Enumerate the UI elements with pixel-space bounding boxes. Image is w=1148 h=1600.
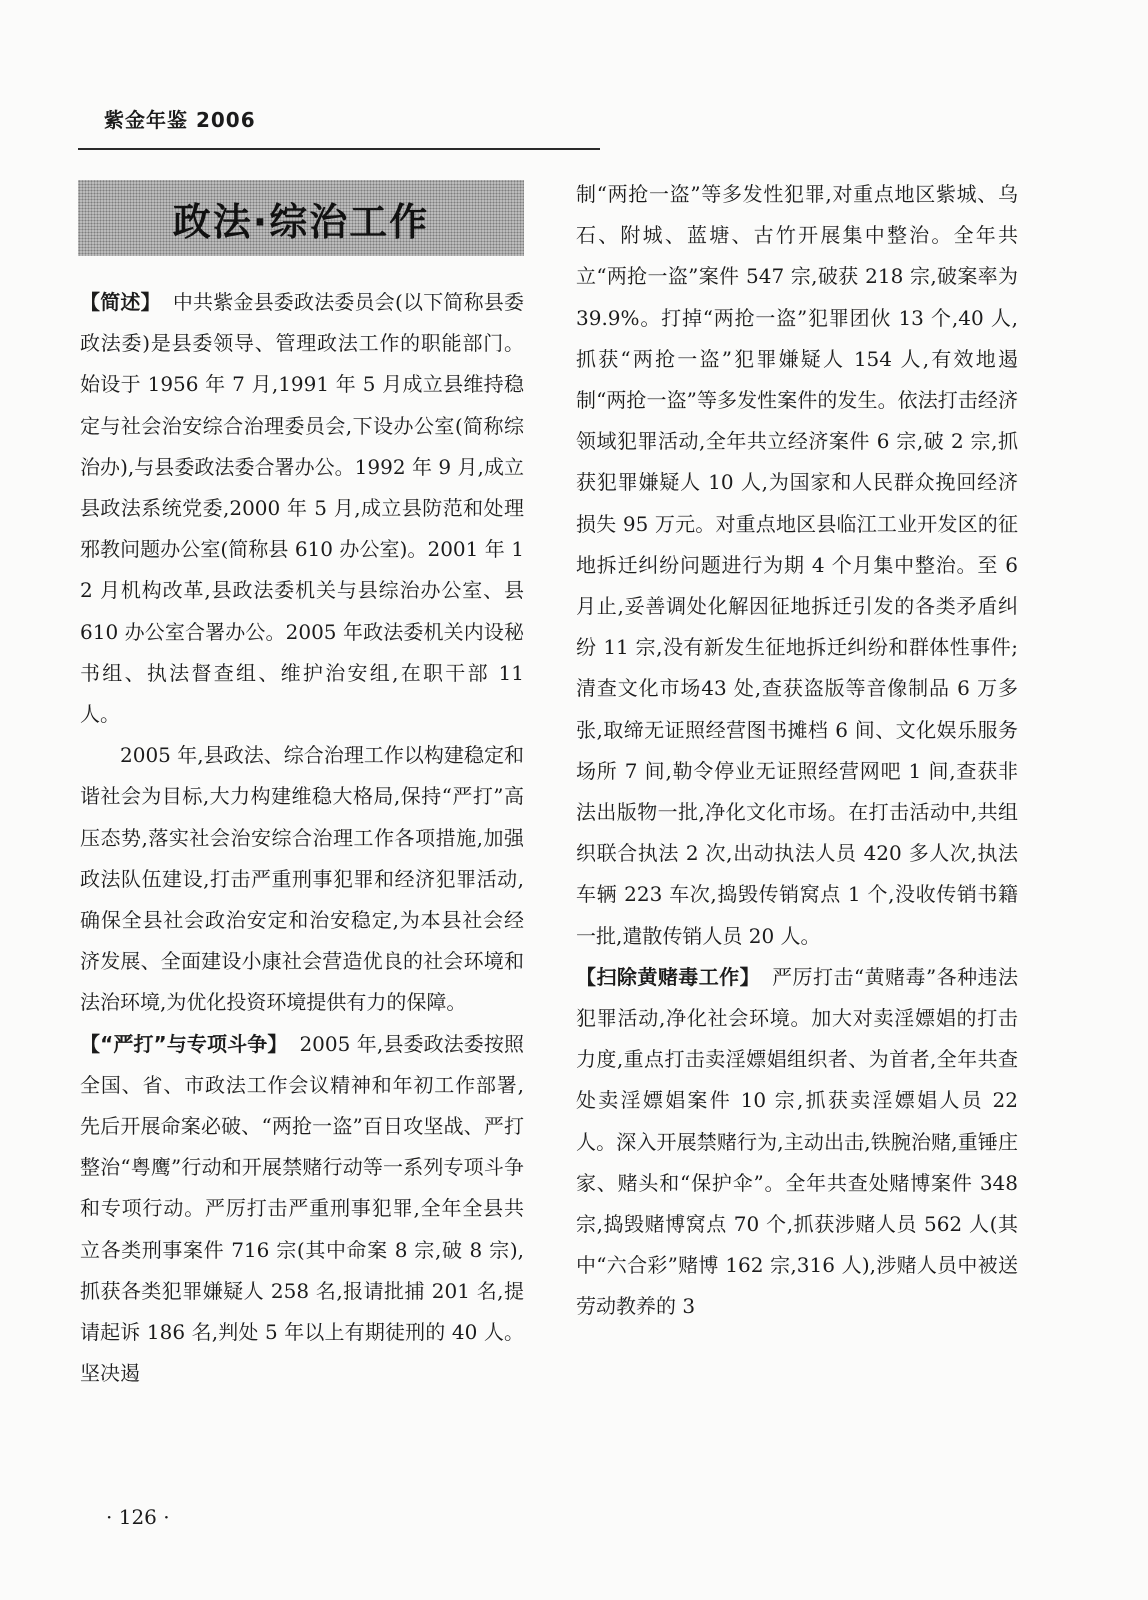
entry-term-anti-vice: 【扫除黄赌毒工作】: [576, 964, 761, 989]
paragraph-anti-vice: [576, 957, 1018, 1328]
section-title-banner: [78, 180, 524, 256]
paragraph-overview: [80, 282, 524, 735]
entry-term-strike-hard: 【“严打”与专项斗争】: [80, 1031, 288, 1056]
paragraph-text: 中共紫金县委政法委员会(以下简称县委政法委)是县委领导、管理政法工作的职能部门。始设于 1956 年 7 月,1991 年 5 月成立县维持稳定与社会治安综合治理委员会,下设办公室(简称综治办),与县委政法委合署办公。1992 年 9 月,成立县政法系统党委,2000 年 5 月,成立县防范和处理邪教问题办公室(简称县 610 办公室)。2001 年 12 月机构改革,县政法委机关与县综治办公室、县 610 办公室合署办公。2005 年政法委机关内设秘书组、执法督查组、维护治安组,在职干部 11 人。: [80, 290, 525, 727]
paragraph-strike-hard: [80, 1024, 524, 1395]
paragraph-text: 严厉打击“黄赌毒”各种违法犯罪活动,净化社会环境。加大对卖淫嫖娼的打击力度,重点打击卖淫嫖娼组织者、为首者,全年共查处卖淫嫖娼案件 10 宗,抓获卖淫嫖娼人员 22 人。深入开展禁赌行为,主动出击,铁腕治赌,重锤庄家、赌头和“保护伞”。全年共查处赌博案件 348 宗,捣毁赌博窝点 70 个,抓获涉赌人员 562 人(其中“六合彩”赌博 162 宗,316 人),涉赌人员中被送劳动教养的 3: [576, 964, 1018, 1319]
paragraph-continued: 制“两抢一盗”等多发性犯罪,对重点地区紫城、乌石、附城、蓝塘、古竹开展集中整治。全年共立“两抢一盗”案件 547 宗,破获 218 宗,破案率为 39.9%。打掉“两抢一盗”犯罪团伙 13 个,40 人,抓获“两抢一盗”犯罪嫌疑人 154 人,有效地遏制“两抢一盗”等多发性案件的发生。依法打击经济领域犯罪活动,全年共立经济案件 6 宗,破 2 宗,抓获犯罪嫌疑人 10 人,为国家和人民群众挽回经济损失 95 万元。对重点地区县临江工业开发区的征地拆迁纠纷问题进行为期 4 个月集中整治。至 6 月止,妥善调处化解因征地拆迁引发的各类矛盾纠纷 11 宗,没有新发生征地拆迁纠纷和群体性事件;清查文化市场43 处,查获盗版等音像制品 6 万多张,取缔无证照经营图书摊档 6 间、文化娱乐服务场所 7 间,勒令停业无证照经营网吧 1 间,查获非法出版物一批,净化文化市场。在打击活动中,共组织联合执法 2 次,出动执法人员 420 多人次,执法车辆 223 车次,捣毁传销窝点 1 个,没收传销书籍一批,遣散传销人员 20 人。: [576, 182, 1018, 948]
entry-term-overview: 【简述】: [80, 290, 161, 314]
paragraph-2005-summary: 2005 年,县政法、综合治理工作以构建稳定和谐社会为目标,大力构建维稳大格局,保持“严打”高压态势,落实社会治安综合治理工作各项措施,加强政法队伍建设,打击严重刑事犯罪和经济犯罪活动,确保全县社会政治安定和治安稳定,为本县社会经济发展、全面建设小康社会营造优良的社会环境和法治环境,为优化投资环境提供有力的保障。: [80, 743, 524, 1015]
running-head: 紫金年鉴 2006: [104, 108, 256, 132]
left-column: [80, 282, 524, 1394]
section-title: 政法·综治工作: [172, 199, 430, 244]
paragraph-text: 2005 年,县委政法委按照全国、省、市政法工作会议精神和年初工作部署,先后开展命案必破、“两抢一盗”百日攻坚战、严打整治“粤鹰”行动和开展禁赌行动等一系列专项斗争和专项行动。严厉打击严重刑事犯罪,全年全县共立各类刑事案件 716 宗(其中命案 8 宗,破 8 宗),抓获各类犯罪嫌疑人 258 名,报请批捕 201 名,提请起诉 186 名,判处 5 年以上有期徒刑的 40 人。坚决遏: [80, 1031, 524, 1386]
header-rule: [78, 148, 600, 150]
page-number: · 126 ·: [106, 1505, 170, 1529]
right-column: [576, 174, 1018, 1328]
